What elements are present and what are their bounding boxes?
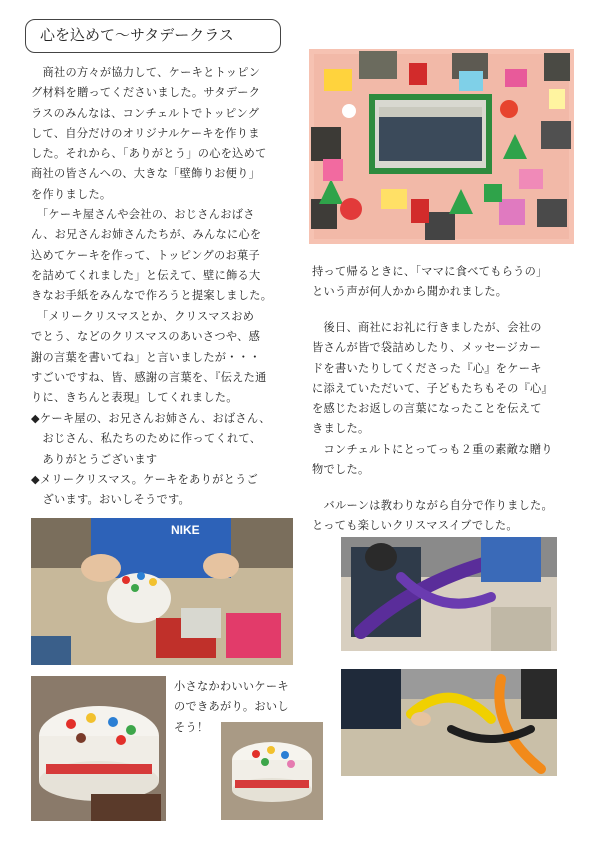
wall-decoration-photo	[309, 49, 574, 244]
balloon-making-photo-2	[341, 669, 557, 776]
followup-paragraph: 後日、商社にお礼に行きましたが、会社の 皆さんが皆で袋詰めしたり、メッセージカー ドを書いたりしてくださった『心』をケーキ に添えていただいて、子どもたちもその『心』 を感じたお返しの言葉になったことを伝えて きました。 コンチェルトにとってっも２重の素敵な贈り 物でした。	[312, 321, 554, 477]
intro-paragraph: 商社の方々が協力して、ケーキとトッピン グ材料を贈ってくださいました。サタデーク ラスのみんなは、コンチェルトでトッピング して、自分だけのオリジナルケーキを作りま した。それから、「ありがとう」の心を込めて 商社の皆さんへの、大きな「壁飾りお便り」 を作りました。	[31, 66, 267, 201]
story-paragraph: 「ケーキ屋さんや会社の、おじさんおばさ ん、お兄さんお姉さんたちが、みんなに心を 込めてケーキを作って、トッピングのお菓子 を詰めてくれました」と伝えて、壁に飾る大 きなお手紙をみんなで作ろうと提案しました。	[31, 208, 273, 303]
greeting-paragraph: 「メリークリスマスとか、クリスマスおめ でとう、などのクリスマスのあいさつや、感 謝の言葉を書いてね」と言いましたが・・・ すごいですね、皆、感謝の言葉を、『伝えた通 りに、きちんと表現』してくれました。	[31, 310, 267, 405]
page-title: 心を込めて～サタデークラス	[25, 19, 281, 53]
cake-caption: 小さなかわいいケーキ のできあがり。おいし そう！	[174, 680, 289, 734]
finished-cake-photo	[31, 676, 166, 821]
balloon-paragraph: バルーンは教わりながら自分で作りました。 とっても楽しいクリスマスイブでした。	[312, 499, 554, 533]
small-cake-photo	[221, 722, 323, 820]
shirt-logo-text: NIKE	[171, 523, 200, 537]
takehome-paragraph: 持って帰るときに、「ママに食べてもらうの」 という声が何人かから聞かれました。	[312, 265, 548, 299]
cake-decorating-photo	[31, 518, 293, 665]
messages-list: ◆ケーキ屋の、お兄さんお姉さん、おばさん、 おじさん、私たちのために作ってくれて、 ありがとうございます ◆メリークリスマス。ケーキをありがとうご ざいます。おいしそうです。	[31, 412, 271, 507]
balloon-making-photo-1	[341, 537, 557, 651]
